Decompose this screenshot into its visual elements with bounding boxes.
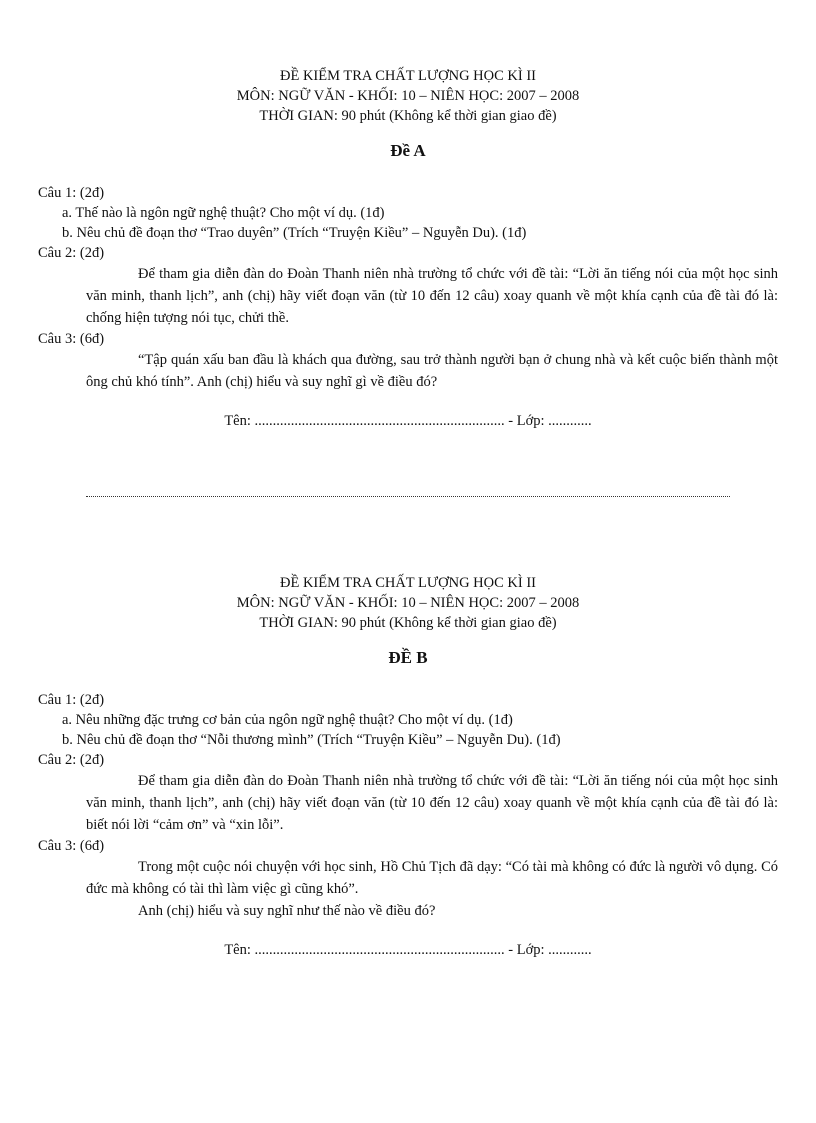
question-1-label: Câu 1: (2đ) [38,185,105,201]
question-3-label: Câu 3: (6đ) [38,838,105,854]
question-1a: a. Thế nào là ngôn ngữ nghệ thuật? Cho một ví dụ. (1đ) [62,205,385,221]
question-1b: b. Nêu chủ đề đoạn thơ “Trao duyên” (Trích “Truyện Kiều” – Nguyễn Du). (1đ) [62,225,527,241]
header-time: THỜI GIAN: 90 phút (Không kể thời gian giao đề) [259,108,557,124]
question-1a: a. Nêu những đặc trưng cơ bản của ngôn ngữ nghệ thuật? Cho một ví dụ. (1đ) [62,712,513,728]
question-2-label: Câu 2: (2đ) [38,245,105,261]
header-subject: MÔN: NGỮ VĂN - KHỐI: 10 – NIÊN HỌC: 2007 – 2008 [236,88,580,104]
exam-b [0,573,816,960]
header-title: ĐỀ KIỂM TRA CHẤT LƯỢNG HỌC KÌ II [280,575,536,591]
exam-b-title: ĐỀ B [388,648,428,667]
student-name-line: Tên: ..................................................................... - Lớp: ............ [224,942,592,958]
question-3-text: Trong một cuộc nói chuyện với học sinh, Hồ Chủ Tịch đã dạy: “Có tài mà không có đức là người vô dụng. Có đức mà không có tài thì làm việc gì cũng khó”. [86,859,778,897]
question-3-text-continued: Anh (chị) hiểu và suy nghĩ như thế nào về điều đó? [138,903,436,919]
header-time: THỜI GIAN: 90 phút (Không kể thời gian giao đề) [259,615,557,631]
exam-b-questions [0,690,816,960]
header-subject: MÔN: NGỮ VĂN - KHỐI: 10 – NIÊN HỌC: 2007 – 2008 [236,595,580,611]
header-title: ĐỀ KIỂM TRA CHẤT LƯỢNG HỌC KÌ II [280,68,536,84]
question-3-text: “Tập quán xấu ban đầu là khách qua đường, sau trở thành người bạn ở chung nhà và kết cuộc biến thành một ông chủ khó tính”. Anh (chị) hiểu và suy nghĩ gì về điều đó? [86,352,778,390]
question-3-label: Câu 3: (6đ) [38,331,105,347]
question-1-label: Câu 1: (2đ) [38,692,105,708]
question-1b: b. Nêu chủ đề đoạn thơ “Nỗi thương mình” (Trích “Truyện Kiều” – Nguyễn Du). (1đ) [62,732,561,748]
question-2-text: Để tham gia diễn đàn do Đoàn Thanh niên nhà trường tổ chức với đề tài: “Lời ăn tiếng nói của một học sinh văn minh, thanh lịch”, anh (chị) hãy viết đoạn văn (từ 10 đến 12 câu) xoay quanh về một khía cạnh của đề tài đó là: chống hiện tượng nói tục, chửi thề. [86,266,778,326]
question-2-label: Câu 2: (2đ) [38,752,105,768]
cut-separator [86,496,730,497]
exam-a-questions [0,183,816,431]
exam-a [0,66,816,431]
exam-a-title: Đề A [390,141,426,160]
question-2-text: Để tham gia diễn đàn do Đoàn Thanh niên nhà trường tổ chức với đề tài: “Lời ăn tiếng nói của một học sinh văn minh, thanh lịch”, anh (chị) hãy viết đoạn văn (từ 10 đến 12 câu) xoay quanh về một khía cạnh của đề tài đó là: biết nói lời “cảm ơn” và “xin lỗi”. [86,773,778,833]
student-name-line: Tên: ..................................................................... - Lớp: ............ [224,413,592,429]
